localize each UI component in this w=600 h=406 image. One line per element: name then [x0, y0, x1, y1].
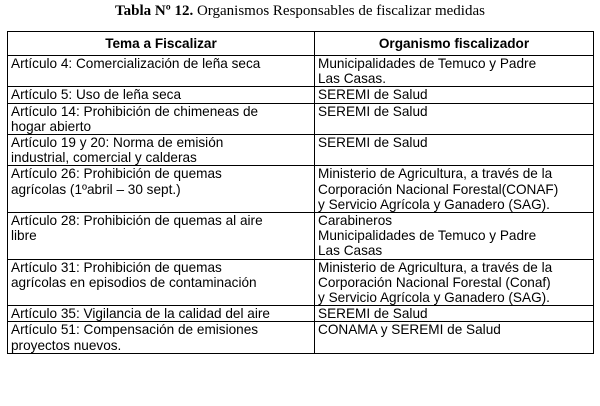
header-row — [8, 32, 594, 56]
cell-organismo — [315, 56, 594, 87]
cell-organismo — [315, 87, 594, 103]
cell-text-line: Artículo 26: Prohibición de quemas — [11, 166, 222, 182]
header-organismo: Organismo fiscalizador — [315, 32, 594, 56]
cell-text-line: Artículo 14: Prohibición de chimeneas de — [11, 103, 259, 119]
table-caption — [0, 2, 600, 20]
fiscalization-table — [7, 31, 594, 354]
cell-text-line: Corporación Nacional Forestal (Conaf) — [318, 274, 551, 290]
cell-text-line: Artículo 28: Prohibición de quemas al aire — [11, 213, 263, 229]
cell-text-line: SEREMI de Salud — [318, 87, 428, 103]
table-row — [8, 322, 594, 353]
table-row — [8, 259, 594, 306]
cell-text-line: Artículo 5: Uso de leña seca — [11, 87, 182, 103]
header-tema: Tema a Fiscalizar — [8, 32, 315, 56]
cell-organismo — [315, 166, 594, 213]
cell-text-line: Artículo 35: Vigilancia de la calidad del aire — [11, 306, 270, 322]
cell-text-line: hogar abierto — [11, 118, 92, 134]
cell-organismo — [315, 103, 594, 134]
table-row — [8, 166, 594, 213]
cell-text-line: Municipalidades de Temuco y Padre — [318, 228, 537, 244]
cell-text-line: SEREMI de Salud — [318, 103, 428, 119]
cell-text-line: Artículo 19 y 20: Norma de emisión — [11, 135, 224, 151]
table-row — [8, 306, 594, 322]
cell-text-line: Corporación Nacional Forestal(CONAF) — [318, 181, 559, 197]
cell-organismo — [315, 306, 594, 322]
table-row — [8, 87, 594, 103]
cell-text-line: y Servicio Agrícola y Ganadero (SAG). — [318, 196, 550, 212]
cell-text-line: Las Casas. — [318, 71, 387, 87]
cell-organismo — [315, 259, 594, 306]
cell-text-line: Municipalidades de Temuco y Padre — [318, 56, 537, 71]
cell-text-line: Artículo 51: Compensación de emisiones — [11, 322, 259, 338]
table-row — [8, 103, 594, 134]
cell-tema — [8, 87, 315, 103]
cell-text-line: Las Casas — [318, 243, 383, 259]
cell-text-line: Ministerio de Agricultura, a través de la — [318, 166, 553, 182]
cell-text-line: Artículo 31: Prohibición de quemas — [11, 259, 222, 275]
cell-tema — [8, 56, 315, 87]
caption-text: Organismos Responsables de fiscalizar medidas — [196, 3, 485, 19]
cell-organismo — [315, 135, 594, 166]
cell-text-line: SEREMI de Salud — [318, 135, 428, 151]
cell-text-line: CONAMA y SEREMI de Salud — [318, 322, 501, 338]
cell-tema — [8, 259, 315, 306]
table-row — [8, 213, 594, 260]
cell-tema — [8, 103, 315, 134]
table-body — [8, 56, 594, 354]
table-row — [8, 56, 594, 87]
cell-text-line: Carabineros — [318, 213, 393, 229]
cell-text-line: Artículo 4: Comercialización de leña seca — [11, 56, 261, 71]
cell-text-line: libre — [11, 228, 37, 244]
cell-tema — [8, 322, 315, 353]
cell-tema — [8, 213, 315, 260]
cell-tema — [8, 306, 315, 322]
cell-text-line: agrícolas (1ºabril – 30 sept.) — [11, 181, 181, 197]
cell-text-line: SEREMI de Salud — [318, 306, 428, 322]
cell-tema — [8, 135, 315, 166]
cell-text-line: agrícolas en episodios de contaminación — [11, 274, 257, 290]
cell-tema — [8, 166, 315, 213]
cell-text-line: y Servicio Agrícola y Ganadero (SAG). — [318, 290, 550, 306]
cell-organismo — [315, 322, 594, 353]
cell-text-line: industrial, comercial y calderas — [11, 150, 197, 166]
cell-text-line: Ministerio de Agricultura, a través de la — [318, 259, 553, 275]
cell-organismo — [315, 213, 594, 260]
table-row — [8, 135, 594, 166]
caption-label: Tabla Nº 12. — [115, 3, 194, 19]
cell-text-line: proyectos nuevos. — [11, 337, 122, 353]
